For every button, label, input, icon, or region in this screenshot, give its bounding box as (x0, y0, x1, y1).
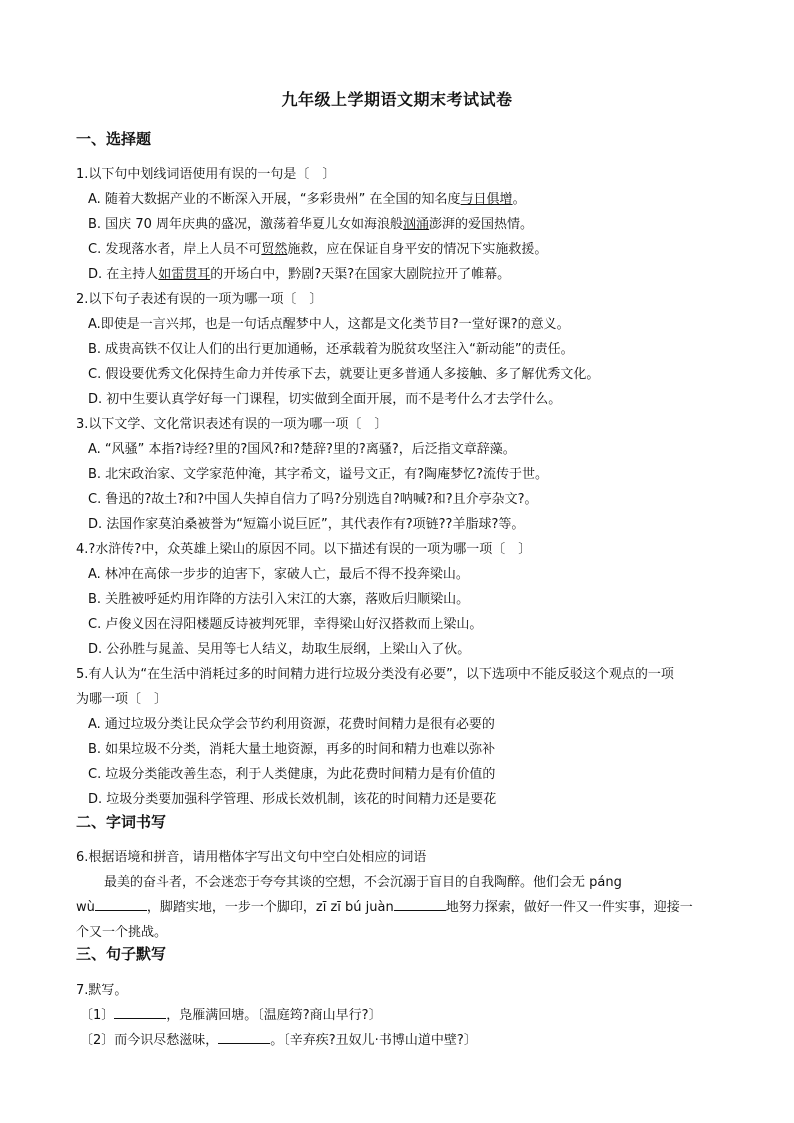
passage-text: 地努力探索，做好一件又一件实事，迎接一 (445, 900, 693, 915)
question-6-stem: 6.根据语境和拼音，请用楷体字写出文句中空白处相应的词语 (76, 850, 427, 865)
question-3-option-a: A. “风骚” 本指?诗经?里的?国风?和?楚辞?里的?离骚?，后泛指文章辞藻。 (88, 442, 516, 457)
question-5-option-a: A. 通过垃圾分类让民众学会节约利用资源，花费时间精力是很有必要的 (88, 717, 495, 732)
question-3-option-c: C. 鲁迅的?故土?和?中国人失掉自信力了吗?分别选自?呐喊?和?且介亭杂文?。 (88, 492, 538, 507)
question-4-stem: 4.?水浒传?中，众英雄上梁山的原因不同。以下描述有误的一项为哪一项〔 〕 (76, 542, 532, 557)
question-7-line-2 (80, 1029, 477, 1048)
question-2-option-c: C. 假设要优秀文化保持生命力并传承下去，就要让更多普通人多接触、多了解优秀文化。 (88, 367, 600, 382)
pinyin-text: wù (76, 900, 95, 915)
question-4-option-c: C. 卢俊义因在浔阳楼题反诗被判死罪，幸得梁山好汉搭救而上梁山。 (88, 617, 483, 632)
question-7-line-1 (80, 1004, 382, 1023)
question-5-option-b: B. 如果垃圾不分类，消耗大量土地资源，再多的时间和精力也难以弥补 (88, 742, 496, 757)
question-2-stem: 2.以下句子表述有误的一项为哪一项〔 〕 (76, 292, 323, 307)
question-4-option-b: B. 关胜被呼延灼用诈降的方法引入宋江的大寨，落败后归顺梁山。 (88, 592, 470, 607)
section-heading-choice: 一、选择题 (76, 130, 152, 148)
option-text: B. 国庆 70 周年庆典的盛况，激荡着华夏儿女如海浪般 (88, 217, 403, 232)
question-6-passage-line1: 最美的奋斗者，不会迷恋于夸夸其谈的空想，不会沉溺于盲目的自我陶醉。他们会无 páng (104, 875, 622, 890)
question-5-stem-line1: 5.有人认为“在生活中消耗过多的时间精力进行垃圾分类没有必要”，以下选项中不能反驳这个观点的一项 (76, 667, 674, 682)
question-6-passage-line2 (76, 896, 693, 915)
fill-blank[interactable] (95, 898, 147, 911)
underlined-word: 如雷贯耳 (158, 267, 211, 282)
question-5-option-c: C. 垃圾分类能改善生态，利于人类健康，为此花费时间精力是有价值的 (88, 767, 496, 782)
question-1-option-b (88, 213, 533, 232)
underlined-word: 与日俱增 (460, 192, 513, 207)
question-4-option-a: A. 林冲在高俅一步步的迫害下，家破人亡，最后不得不投奔梁山。 (88, 567, 469, 582)
question-5-option-d: D. 垃圾分类要加强科学管理、形成长效机制，该花的时间精力还是要花 (88, 792, 497, 807)
option-text: 的开场白中，黔剧?天渠?在国家大剧院拉开了帷幕。 (210, 267, 511, 282)
option-text: A. 随着大数据产业的不断深入开展，“多彩贵州” 在全国的知名度 (88, 192, 461, 207)
question-7-stem: 7.默写。 (76, 983, 128, 998)
question-2-option-b: B. 成贵高铁不仅让人们的出行更加通畅，还承载着为脱贫攻坚注入“新动能”的责任。 (88, 342, 574, 357)
option-text: 澎湃的爱国热情。 (429, 217, 534, 232)
option-text: 施救，应在保证自身平安的情况下实施救援。 (287, 242, 548, 257)
option-text: C. 发现落水者，岸上人员不可 (88, 242, 262, 257)
option-text: D. 在主持人 (88, 267, 159, 282)
question-4-option-d: D. 公孙胜与晁盖、吴用等七人结义，劫取生辰纲，上梁山入了伙。 (88, 642, 471, 657)
underlined-word: 汹涌 (403, 217, 430, 232)
option-text: 。 (512, 192, 526, 207)
fill-blank[interactable] (114, 1006, 166, 1019)
item-number: 〔1〕 (80, 1008, 115, 1023)
section-heading-word-writing: 二、字词书写 (76, 813, 167, 831)
item-text: 。〔辛弃疾?丑奴儿·书博山道中壁?〕 (270, 1033, 477, 1048)
passage-text: ，脚踏实地，一步一个脚印，zī zī bú juàn (146, 900, 394, 915)
fill-blank[interactable] (394, 898, 446, 911)
item-text: 〔2〕而今识尽愁滋味， (80, 1033, 219, 1048)
underlined-word: 贸然 (261, 242, 288, 257)
section-heading-recitation: 三、句子默写 (76, 945, 167, 963)
question-1-option-d (88, 263, 510, 282)
question-2-option-a: A.即使是一言兴邦，也是一句话点醒梦中人，这都是文化类节目?一堂好课?的意义。 (88, 317, 570, 332)
item-text: ，凫雁满回塘。〔温庭筠?商山早行?〕 (166, 1008, 382, 1023)
question-1-option-a (88, 188, 526, 207)
fill-blank[interactable] (218, 1031, 270, 1044)
question-3-stem: 3.以下文学、文化常识表述有误的一项为哪一项〔 〕 (76, 417, 388, 432)
question-3-option-b: B. 北宋政治家、文学家范仲淹，其字希文，谥号文正，有?陶庵梦忆?流传于世。 (88, 467, 548, 482)
question-6-passage-line3: 个又一个挑战。 (76, 925, 168, 940)
page-title: 九年级上学期语文期末考试试卷 (281, 90, 513, 109)
question-1-stem: 1.以下句中划线词语使用有误的一句是〔 〕 (76, 167, 336, 182)
question-5-stem-line2: 为哪一项〔 〕 (76, 692, 168, 707)
question-1-option-c (88, 238, 547, 257)
question-2-option-d: D. 初中生要认真学好每一门课程，切实做到全面开展，而不是考什么才去学什么。 (88, 392, 562, 407)
question-3-option-d: D. 法国作家莫泊桑被誉为“短篇小说巨匠”，其代表作有?项链??羊脂球?等。 (88, 517, 525, 532)
